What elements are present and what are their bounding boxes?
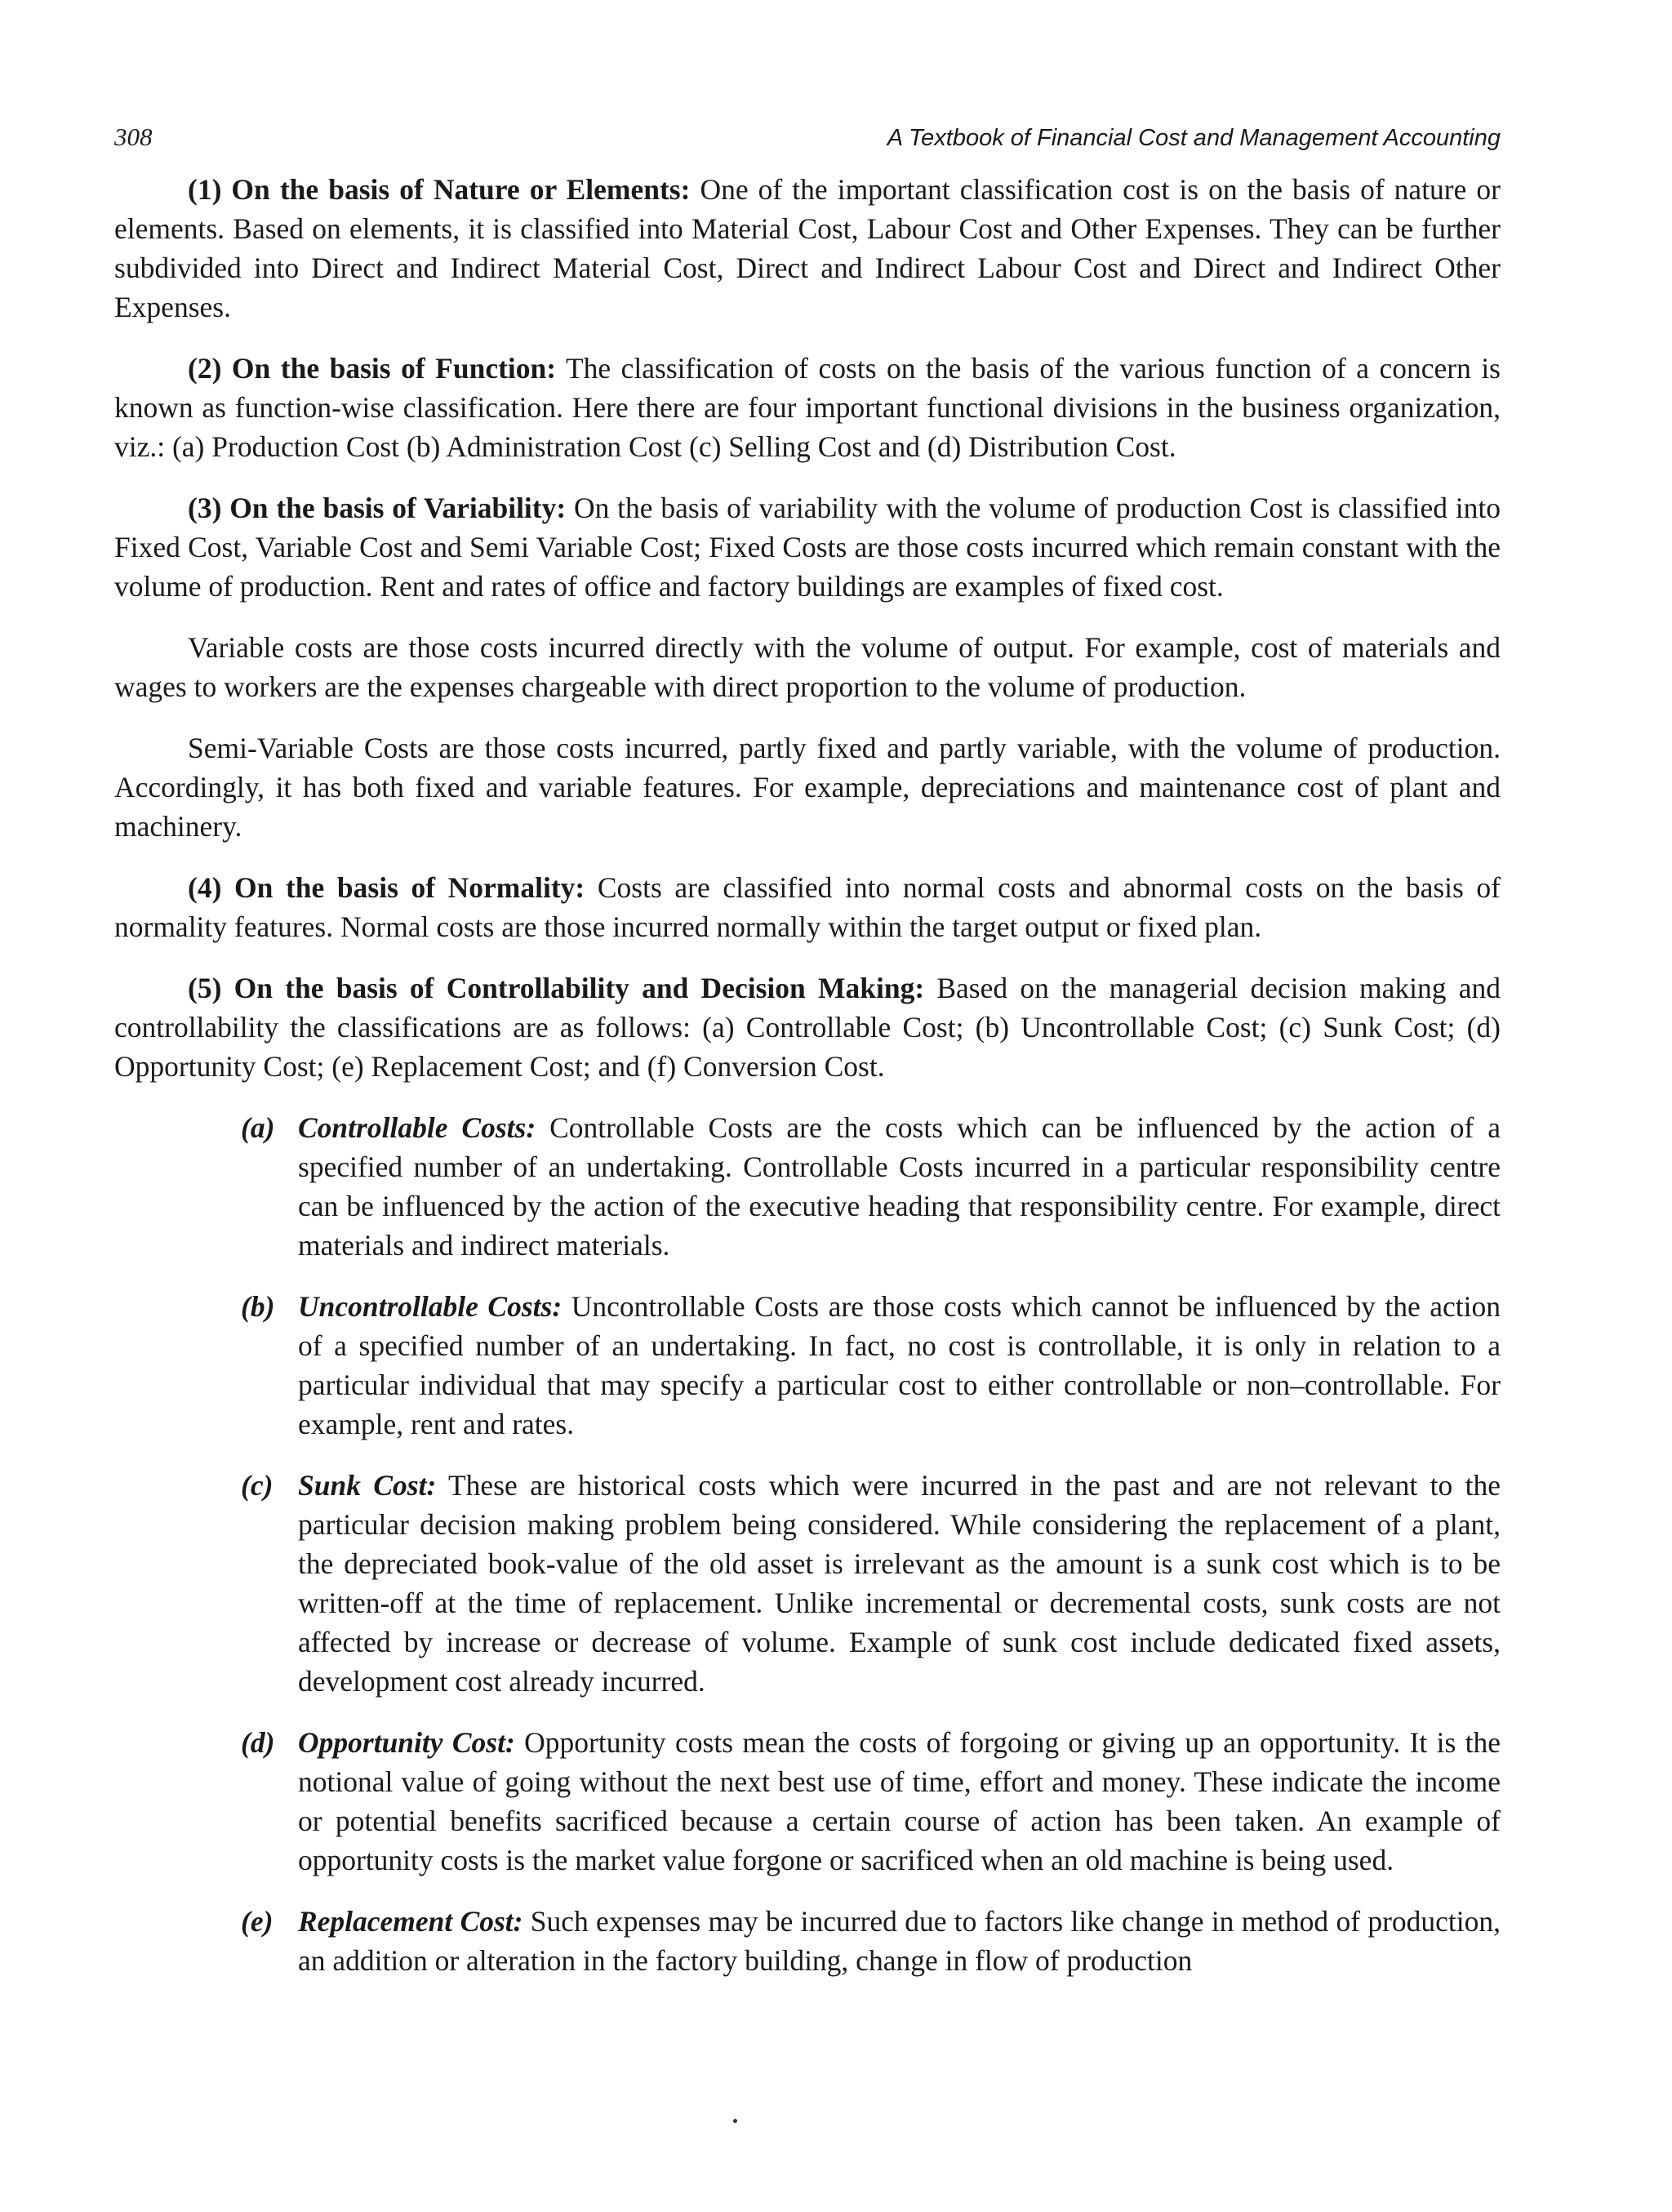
page-number: 308 <box>114 122 153 151</box>
subitem-text: Controllable Costs are the costs which can be influenced by the action of a specified number of an undertaking. Controllable Costs incurred in a particular responsibility centre can be influenced by the action of the executive heading that responsibility centre. For example, direct materials and indirect materials. <box>298 1111 1501 1262</box>
subitem-paragraph <box>298 1723 1501 1880</box>
section-heading: (1) On the basis of Nature or Elements: <box>188 173 691 206</box>
paragraph-normality <box>114 868 1501 946</box>
subitem-term: Sunk Cost: <box>298 1469 437 1502</box>
paragraph-text: The classification of costs on the basis of the various function of a concern is known as function-wise classification. Here there are four important functional divisions in the business organization, viz.: (a) Production Cost (b) Administration Cost (c) Selling Cost and (d) Distribution Cost. <box>114 352 1501 463</box>
subitem-letter: (e) <box>241 1905 273 1938</box>
scan-speck <box>733 2119 737 2123</box>
subitem-controllable-costs <box>241 1108 1501 1265</box>
subitem-paragraph <box>298 1466 1501 1701</box>
subitem-term: Controllable Costs: <box>298 1111 536 1144</box>
paragraph-text: Costs are classified into normal costs and abnormal costs on the basis of normality features. Normal costs are those incurred normally within the target output or fixed plan. <box>114 871 1501 943</box>
subitem-text: These are historical costs which were incurred in the past and are not relevant to the particular decision making problem being considered. While considering the replacement of a plant, the depreciated book-value of the old asset is irrelevant as the amount is a sunk cost which is to be written-off at the time of replacement. Unlike incremental or decremental costs, sunk costs are not affected by increase or decrease of volume. Example of sunk cost include dedicated fixed assets, development cost already incurred. <box>298 1469 1501 1698</box>
subitem-paragraph <box>298 1902 1501 1980</box>
subitem-text: Opportunity costs mean the costs of forgoing or giving up an opportunity. It is the notional value of going without the next best use of time, effort and money. These indicate the income or potential benefits sacrificed because a certain course of action has been taken. An example of opportunity costs is the market value forgone or sacrificed when an old machine is being used. <box>298 1726 1501 1876</box>
section-heading: (5) On the basis of Controllability and Decision Making: <box>188 972 925 1004</box>
document-page <box>114 122 1501 2002</box>
paragraph-text: Semi-Variable Costs are those costs incurred, partly fixed and partly variable, with the volume of production. Accordingly, it has both fixed and variable features. For example, depreciations and maintenance cost of plant and machinery. <box>114 732 1501 843</box>
section-heading: (4) On the basis of Normality: <box>188 871 585 904</box>
subitem-replacement-cost <box>241 1902 1501 1980</box>
subitem-letter: (d) <box>241 1726 275 1759</box>
paragraph-text: On the basis of variability with the volume of production Cost is classified into Fixed Cost, Variable Cost and Semi Variable Cost; Fixed Costs are those costs incurred which remain constant with the volume of production. Rent and rates of office and factory buildings are examples of fixed cost. <box>114 492 1501 603</box>
subitem-text: Such expenses may be incurred due to factors like change in method of production, an addition or alteration in the factory building, change in flow of production <box>298 1905 1501 1977</box>
paragraph-text: Variable costs are those costs incurred directly with the volume of output. For example, cost of materials and wages to workers are the expenses chargeable with direct proportion to the volume of production. <box>114 631 1501 703</box>
paragraph-semi-variable-costs <box>114 728 1501 846</box>
paragraph-text: One of the important classification cost is on the basis of nature or elements. Based on elements, it is classified into Material Cost, Labour Cost and Other Expenses. They can be further subdivided into Direct and Indirect Material Cost, Direct and Indirect Labour Cost and Direct and Indirect Other Expenses. <box>114 173 1501 323</box>
paragraph-variability <box>114 488 1501 606</box>
subitem-paragraph <box>298 1287 1501 1444</box>
subitem-letter: (b) <box>241 1290 275 1323</box>
section-heading: (2) On the basis of Function: <box>188 352 557 385</box>
subitem-letter: (c) <box>241 1469 273 1502</box>
paragraph-text: Based on the managerial decision making and controllability the classifications are as follows: (a) Controllable Cost; (b) Uncontrollable Cost; (c) Sunk Cost; (d) Opportunity Cost; (e) Replacement Cost; and (f) Conversion Cost. <box>114 972 1501 1083</box>
subitem-paragraph <box>298 1108 1501 1265</box>
running-header <box>114 122 1501 152</box>
subitem-term: Opportunity Cost: <box>298 1726 515 1759</box>
subitem-term: Replacement Cost: <box>298 1905 523 1938</box>
paragraph-function <box>114 349 1501 466</box>
book-title: A Textbook of Financial Cost and Management Accounting <box>887 125 1501 151</box>
paragraph-controllability <box>114 968 1501 1086</box>
subitem-opportunity-cost <box>241 1723 1501 1880</box>
subitem-term: Uncontrollable Costs: <box>298 1290 563 1323</box>
subitem-uncontrollable-costs <box>241 1287 1501 1444</box>
subitem-letter: (a) <box>241 1111 275 1144</box>
subitem-sunk-cost <box>241 1466 1501 1701</box>
section-heading: (3) On the basis of Variability: <box>188 492 567 524</box>
subitem-text: Uncontrollable Costs are those costs which cannot be influenced by the action of a specified number of an undertaking. In fact, no cost is controllable, it is only in relation to a particular individual that may specify a particular cost to either controllable or non–controllable. For example, rent and rates. <box>298 1290 1501 1440</box>
paragraph-nature-elements <box>114 170 1501 327</box>
paragraph-variable-costs <box>114 628 1501 706</box>
